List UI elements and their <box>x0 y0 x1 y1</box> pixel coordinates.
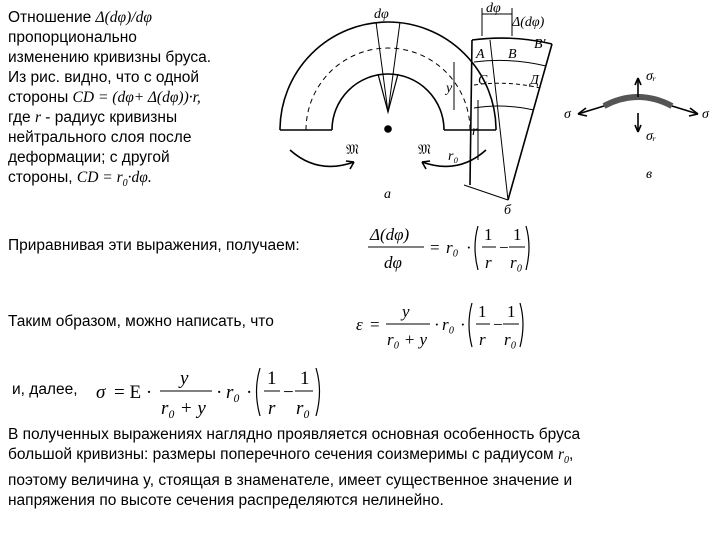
fig-label-r: r <box>472 124 478 139</box>
sector-edge-left <box>470 40 472 185</box>
eq2-one-b: 1 <box>507 302 516 321</box>
intro-paragraph <box>8 8 298 194</box>
intro-line-9 <box>8 168 298 194</box>
eq1-r0-den: r₀ <box>510 253 523 272</box>
beam-arch-inner <box>332 74 444 130</box>
intro-line-3: изменению кривизны бруса. <box>8 49 212 66</box>
eq3-r0: r₀ <box>226 382 240 403</box>
intro-text: стороны <box>8 89 73 106</box>
fig-caption-a: а <box>384 187 391 202</box>
intro-formula: Δ(dφ)/dφ <box>95 9 152 26</box>
svg-text:·: · <box>246 382 253 403</box>
fig-label-A: A <box>476 47 485 62</box>
fig-sigma-right: σ <box>702 107 709 122</box>
intro-line-4: Из рис. видно, что с одной <box>8 69 200 86</box>
fig-label-D: Д <box>530 73 539 88</box>
equation-3 <box>92 360 332 422</box>
eq1-r: r <box>485 253 492 272</box>
eq3-dot: · <box>216 382 223 403</box>
intro-line-6 <box>8 108 298 128</box>
equation-1 <box>362 218 532 276</box>
conclusion-text: большой кривизны: размеры поперечного сечения соизмеримы с радиусом <box>8 446 558 463</box>
conclusion-formula: $r_0$ <box>557 446 570 467</box>
eq1-equals: = <box>430 238 440 257</box>
fig-label-B: B <box>508 47 517 62</box>
eq3-r: r <box>268 398 276 419</box>
fig-dphi-left: dφ <box>374 7 389 22</box>
fig-caption-v: в <box>646 167 653 182</box>
eq2-denominator: r₀ + y <box>387 330 428 349</box>
sigma-arrow-right <box>672 106 698 114</box>
eq2-r: r <box>479 330 486 349</box>
derivation-label-2: Таким образом, можно написать, что <box>8 313 274 330</box>
eq2-numerator: y <box>402 302 410 321</box>
fig-caption-b: б <box>504 203 512 215</box>
eq3-denominator: r₀ + y <box>161 398 206 419</box>
eq3-one-b: 1 <box>300 368 310 389</box>
eq1-dot: · <box>466 238 472 257</box>
eq2-dot: · <box>434 315 440 334</box>
intro-line-2: пропорционально <box>8 29 137 46</box>
eq1-one-b: 1 <box>513 225 522 244</box>
eq3-r0-den: r₀ <box>296 398 310 419</box>
eq2-minus: − <box>493 315 503 334</box>
fig-delta-dphi: Δ(dφ) <box>512 15 545 30</box>
intro-line-1 <box>8 8 298 28</box>
eq1-r0: r₀ <box>446 238 459 257</box>
eq2-equals: = <box>370 315 380 334</box>
intro-line-7: нейтрального слоя после <box>8 129 192 146</box>
derivation-label-3: и, далее, <box>12 381 78 398</box>
conclusion-text: , <box>569 446 574 463</box>
curved-beam-figure <box>268 0 720 215</box>
fig-sigma-left: σ <box>564 107 571 122</box>
fig-label-y: y <box>446 81 453 96</box>
equation-2 <box>354 295 534 353</box>
intro-text: Отношение <box>8 9 96 26</box>
intro-text: стороны, <box>8 169 77 186</box>
intro-text: где <box>8 109 35 126</box>
intro-line-8: деформации; с другой <box>8 149 170 166</box>
moment-arrow-left <box>290 150 354 166</box>
eq3-minus: − <box>283 382 294 403</box>
eq3-one-a: 1 <box>267 368 277 389</box>
conclusion-line-4: напряжения по высоте сечения распределяются нелинейно. <box>8 492 444 510</box>
eq1-numerator: Δ(dφ) <box>370 225 410 244</box>
intro-formula: CD = $r_0\cdot d\varphi$. <box>76 169 152 190</box>
fig-label-r0: r₀ <box>448 149 459 164</box>
fig-M-left: 𝔐 <box>346 143 359 158</box>
derivation-label-1: Приравнивая эти выражения, получаем: <box>8 237 300 254</box>
fig-sigma-r-bottom: σᵣ <box>646 129 657 144</box>
stress-element <box>604 97 672 106</box>
conclusion-line-2 <box>8 445 708 471</box>
fig-M-right: 𝔐 <box>418 143 431 158</box>
intro-line-5 <box>8 88 298 108</box>
eq1-minus: − <box>499 238 509 257</box>
conclusion-paragraph <box>8 425 708 511</box>
fig-label-C: C <box>478 73 488 88</box>
eq2-one-a: 1 <box>478 302 487 321</box>
svg-text:·: · <box>460 315 466 334</box>
intro-formula: r <box>34 109 41 126</box>
conclusion-line-1: В полученных выражениях наглядно проявляется основная особенность бруса <box>8 426 581 443</box>
eq2-r0: r₀ <box>442 315 455 334</box>
sigma-arrow-left <box>578 106 604 114</box>
intro-formula: CD = (dφ+ Δ(dφ))·r, <box>72 89 201 106</box>
eq3-numerator: y <box>180 368 189 389</box>
fig-sigma-r-top: σᵣ <box>646 69 657 84</box>
eq2-r0-den: r₀ <box>504 330 517 349</box>
conclusion-line-3: поэтому величина y, стоящая в знаменателе, имеет существенное значение и <box>8 472 573 490</box>
eq3-equals: = E · <box>114 382 153 403</box>
sector-edge-right <box>508 44 552 200</box>
fig-label-Bp: B' <box>534 37 546 52</box>
eq2-lhs: ε <box>356 315 363 334</box>
eq1-one-a: 1 <box>484 225 493 244</box>
intro-text: - радиус кривизны <box>40 109 178 126</box>
eq1-denominator: dφ <box>384 253 402 272</box>
eq3-lhs: σ <box>96 382 106 403</box>
fig-dphi-right: dφ <box>486 1 501 16</box>
